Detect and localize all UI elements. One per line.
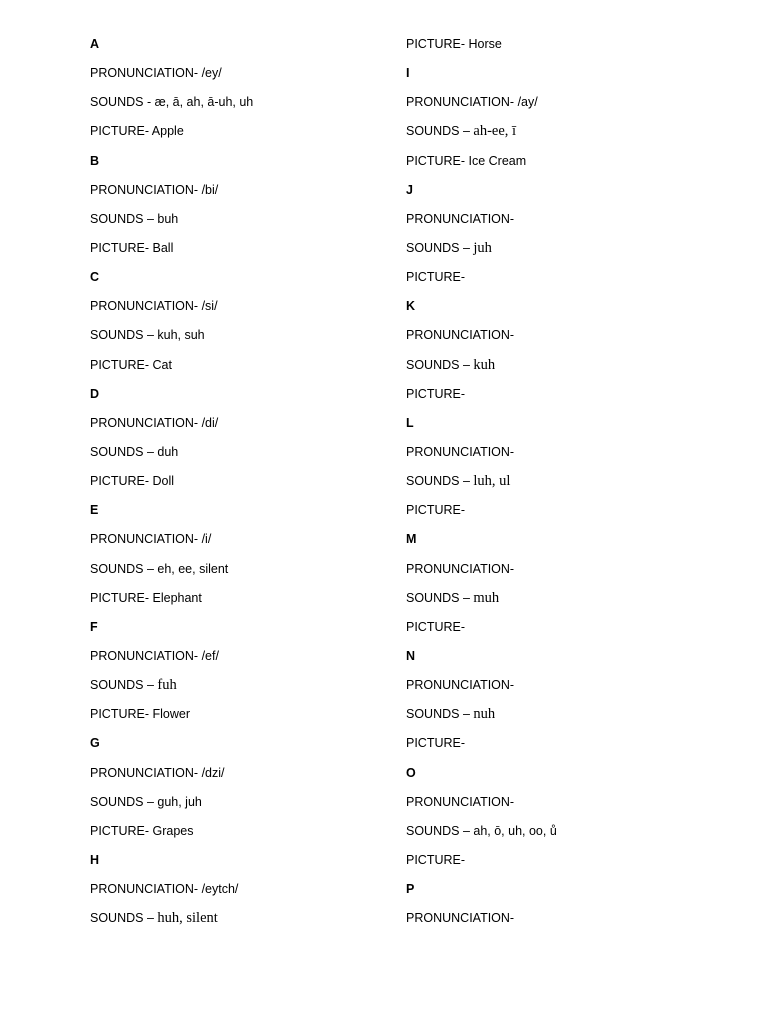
entry-line (90, 671, 420, 700)
sound-value: ah-ee, ī (473, 123, 517, 140)
letter-heading (90, 30, 420, 59)
entry-line (90, 788, 420, 817)
entry-text: SOUNDS – ah, ō, uh, oo, ů (406, 823, 557, 838)
entry-line (90, 759, 420, 788)
sound-value: luh, ul (473, 473, 511, 490)
entry-line (406, 321, 736, 350)
entry-text: L (406, 415, 414, 430)
letter-heading (90, 846, 420, 875)
entry-text: G (90, 736, 100, 751)
entry-text: PRONUNCIATION- (406, 211, 515, 226)
entry-text: SOUNDS – (406, 240, 474, 255)
entry-line (406, 147, 736, 176)
entry-line (90, 59, 420, 88)
entry-text: SOUNDS – (406, 474, 474, 489)
entry-text: PICTURE- Ice Cream (406, 153, 527, 168)
entry-text: PICTURE- (406, 270, 466, 285)
entry-text: SOUNDS – eh, ee, silent (90, 561, 229, 576)
letter-heading (90, 729, 420, 758)
left-column (90, 30, 420, 933)
entry-text: PICTURE- Elephant (90, 590, 202, 605)
entry-text: PICTURE- (406, 619, 466, 634)
entry-text: H (90, 852, 100, 867)
entry-line (406, 788, 736, 817)
entry-line (90, 176, 420, 205)
letter-heading (406, 525, 736, 554)
entry-text: PRONUNCIATION- (406, 444, 515, 459)
entry-line (90, 409, 420, 438)
entry-text: J (406, 182, 413, 197)
entry-text: PICTURE- Flower (90, 707, 191, 722)
entry-text: SOUNDS – (90, 911, 158, 926)
entry-text: PICTURE- (406, 503, 466, 518)
entry-line (406, 904, 736, 933)
entry-line (406, 671, 736, 700)
entry-text: F (90, 619, 98, 634)
entry-text: PRONUNCIATION- /ey/ (90, 66, 222, 81)
entry-text: SOUNDS – (90, 678, 158, 693)
entry-text: N (406, 648, 416, 663)
entry-line (90, 875, 420, 904)
entry-text: SOUNDS – (406, 124, 474, 139)
letter-heading (406, 292, 736, 321)
entry-line (406, 438, 736, 467)
entry-text: PRONUNCIATION- (406, 678, 515, 693)
entry-line (90, 438, 420, 467)
entry-line (90, 700, 420, 729)
entry-text: PICTURE- Cat (90, 357, 172, 372)
entry-line (90, 584, 420, 613)
entry-text: M (406, 532, 417, 547)
entry-text: PICTURE- Doll (90, 474, 175, 489)
letter-heading (90, 613, 420, 642)
entry-text: PICTURE- (406, 386, 466, 401)
entry-line (406, 205, 736, 234)
entry-text: PRONUNCIATION- (406, 328, 515, 343)
entry-line (406, 846, 736, 875)
entry-line (90, 904, 420, 933)
sound-value: nuh (473, 706, 496, 723)
entry-text: PICTURE- Ball (90, 240, 174, 255)
entry-text: K (406, 299, 416, 314)
entry-line (90, 321, 420, 350)
entry-text: SOUNDS – duh (90, 444, 179, 459)
entry-line (406, 351, 736, 380)
entry-text: C (90, 270, 100, 285)
entry-line (90, 525, 420, 554)
entry-line (406, 496, 736, 525)
entry-text: SOUNDS – (406, 590, 474, 605)
entry-line (90, 292, 420, 321)
letter-heading (406, 759, 736, 788)
entry-line (406, 613, 736, 642)
entry-text: SOUNDS - æ, ā, ah, ā-uh, uh (90, 95, 254, 110)
sound-value: juh (473, 239, 492, 256)
entry-text: PRONUNCIATION- (406, 794, 515, 809)
entry-text: PRONUNCIATION- /dzi/ (90, 765, 225, 780)
entry-line (406, 30, 736, 59)
letter-heading (90, 496, 420, 525)
entry-text: PRONUNCIATION- /eytch/ (90, 882, 239, 897)
letter-heading (406, 875, 736, 904)
entry-text: A (90, 37, 100, 51)
entry-text: PRONUNCIATION- /si/ (90, 299, 218, 314)
entry-text: SOUNDS – (406, 357, 474, 372)
entry-text: D (90, 386, 100, 401)
sound-value: huh, silent (157, 910, 218, 927)
entry-text: E (90, 503, 99, 518)
entry-line (406, 380, 736, 409)
right-column (406, 30, 736, 933)
letter-heading (406, 176, 736, 205)
entry-line (406, 467, 736, 496)
entry-text: PICTURE- Grapes (90, 823, 194, 838)
entry-line (406, 555, 736, 584)
letter-heading (406, 409, 736, 438)
entry-line (406, 88, 736, 117)
entry-text: PRONUNCIATION- /bi/ (90, 182, 219, 197)
entry-text: O (406, 765, 416, 780)
entry-text: PRONUNCIATION- /ef/ (90, 648, 219, 663)
letter-heading (406, 59, 736, 88)
letter-heading (406, 642, 736, 671)
entry-line (90, 88, 420, 117)
entry-text: SOUNDS – buh (90, 211, 179, 226)
entry-line (406, 117, 736, 146)
entry-line (90, 351, 420, 380)
entry-text: PRONUNCIATION- (406, 911, 515, 926)
entry-line (406, 817, 736, 846)
entry-line (406, 729, 736, 758)
entry-text: I (406, 66, 410, 81)
entry-line (90, 467, 420, 496)
entry-line (90, 555, 420, 584)
entry-text: SOUNDS – kuh, suh (90, 328, 205, 343)
entry-text: PRONUNCIATION- /i/ (90, 532, 212, 547)
entry-text: PICTURE- (406, 736, 466, 751)
entry-text: PRONUNCIATION- /di/ (90, 415, 219, 430)
entry-line (406, 584, 736, 613)
entry-line (90, 117, 420, 146)
entry-text: SOUNDS – guh, juh (90, 794, 202, 809)
letter-heading (90, 380, 420, 409)
entry-text: PICTURE- (406, 852, 466, 867)
entry-text: PRONUNCIATION- (406, 561, 515, 576)
entry-line (90, 234, 420, 263)
letter-heading (90, 263, 420, 292)
entry-text: PRONUNCIATION- /ay/ (406, 95, 538, 110)
entry-text: PICTURE- Horse (406, 37, 502, 51)
entry-line (90, 642, 420, 671)
entry-text: SOUNDS – (406, 707, 474, 722)
sound-value: fuh (157, 677, 177, 694)
letter-heading (90, 147, 420, 176)
entry-line (90, 205, 420, 234)
entry-text: B (90, 153, 100, 168)
entry-line (90, 817, 420, 846)
entry-line (406, 263, 736, 292)
entry-line (406, 700, 736, 729)
entry-text: P (406, 882, 415, 897)
entry-text: PICTURE- Apple (90, 124, 184, 139)
entry-line (406, 234, 736, 263)
sound-value: muh (473, 589, 500, 606)
sound-value: kuh (473, 356, 496, 373)
